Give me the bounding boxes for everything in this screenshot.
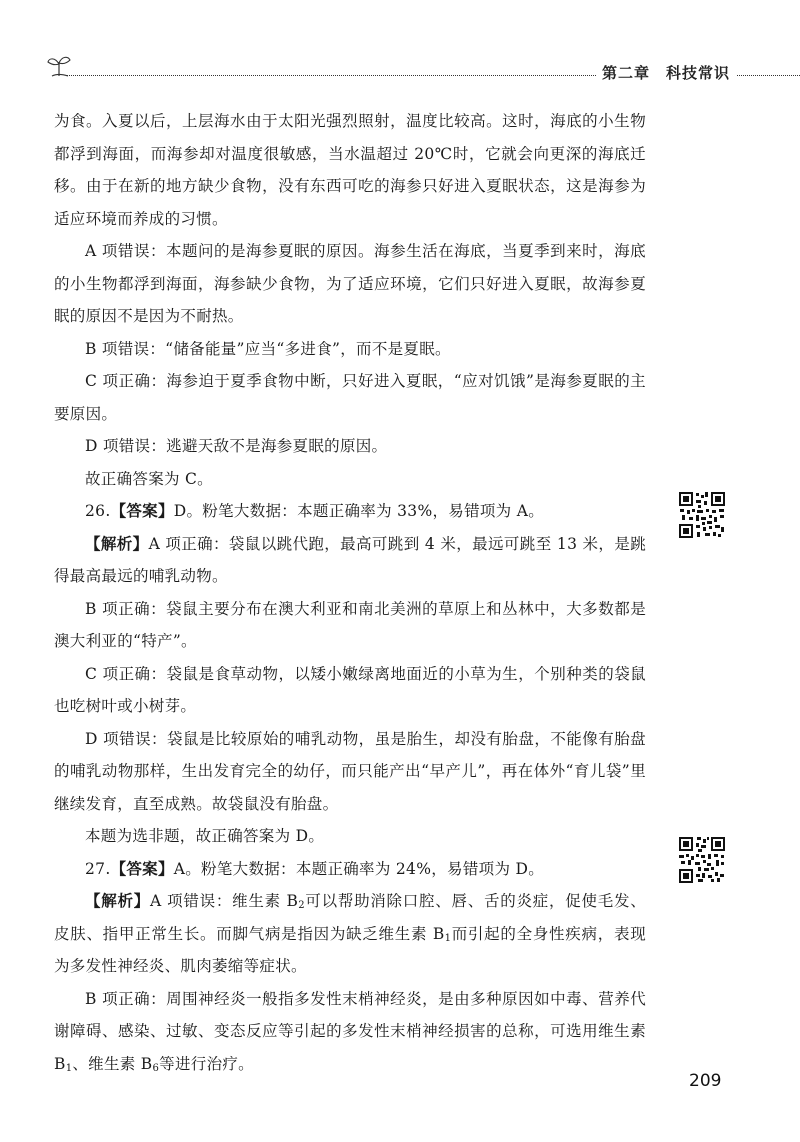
q27-b-sub-2: 6 bbox=[152, 1062, 160, 1074]
q27-answer-line bbox=[54, 853, 646, 886]
q26-answer: D。粉笔大数据：本题正确率为 33%，易错项为 A。 bbox=[173, 502, 544, 520]
page-body bbox=[54, 105, 646, 1080]
q26-analysis-text: A 项正确：袋鼠以跳代跑，最高可跳到 4 米，最远可跳至 13 米，是跳得最高最远的哺乳动物。 bbox=[54, 534, 647, 585]
q27-analysis bbox=[54, 885, 646, 983]
q27-b-sub-1: 1 bbox=[65, 1062, 73, 1074]
q26-analysis-tag: 【解析】 bbox=[85, 534, 149, 553]
header-rule bbox=[66, 75, 620, 76]
q27-analysis-tag: 【解析】 bbox=[85, 892, 150, 910]
header-rule-right bbox=[730, 75, 800, 76]
chapter-title: 第二章 科技常识 bbox=[596, 62, 736, 83]
q27-b-text-2: 、维生素 B bbox=[72, 1054, 153, 1073]
q27-a-sub-1: 2 bbox=[298, 900, 305, 911]
q27-option-b bbox=[54, 983, 646, 1081]
page-number: 209 bbox=[689, 1071, 722, 1091]
page-header bbox=[40, 52, 800, 88]
q27-a-text-1: A 项错误：维生素 B bbox=[149, 892, 299, 910]
paragraph-option-a: A 项错误：本题问的是海参夏眠的原因。海参生活在海底，当夏季到来时，海底的小生物都浮到海面，海参缺少食物，为了适应环境，它们只好进入夏眠，故海参夏眠的原因不是因为不耐热。 bbox=[54, 242, 646, 325]
q26-answer-tag: 【答案】 bbox=[110, 502, 174, 520]
q26-option-d: D 项错误：袋鼠是比较原始的哺乳动物，虽是胎生，却没有胎盘，不能像有胎盘的哺乳动物那样，生出发育完全的幼仔，而只能产出“早产儿”，再在体外“育儿袋”里继续发育，直至成熟。故袋鼠没有胎盘。 bbox=[54, 729, 646, 813]
q27-number: 27. bbox=[85, 859, 111, 878]
q26-number: 26. bbox=[85, 502, 111, 520]
q27-a-sub-2: 1 bbox=[444, 932, 452, 944]
qr-code-icon[interactable] bbox=[678, 491, 726, 539]
q27-answer-tag: 【答案】 bbox=[110, 859, 174, 878]
q26-answer-line bbox=[54, 495, 646, 528]
q26-analysis bbox=[54, 528, 646, 593]
q26-final-answer: 本题为选非题，故正确答案为 D。 bbox=[85, 827, 325, 845]
paragraph-continuation: 为食。入夏以后，上层海水由于太阳光强烈照射，温度比较高。这时，海底的小生物都浮到海面，而海参却对温度很敏感，当水温超过 20℃时，它就会向更深的海底迁移。由于在新的地方缺少食物，没有东西可吃的海参只好进入夏眠状态，这是海参为适应环境而养成的习惯。 bbox=[54, 112, 646, 228]
q27-b-text-1: B 项正确：周围神经炎一般指多发性末梢神经炎，是由多种原因如中毒、营养代谢障碍、感染、过敏、变态反应等引起的多发性末梢神经损害的总称，可选用维生素 B bbox=[54, 989, 646, 1073]
q27-a-text-2: 可以帮助消除口腔、唇、舌的炎症，促使毛发、皮肤、指甲正常生长。而脚气病是指因为缺乏维生素 B bbox=[54, 892, 646, 943]
q26-option-c: C 项正确：袋鼠是食草动物，以矮小嫩绿离地面近的小草为生，个别种类的袋鼠也吃树叶或小树芽。 bbox=[54, 664, 646, 715]
q27-b-text-3: 等进行治疗。 bbox=[159, 1054, 254, 1073]
qr-code-icon[interactable] bbox=[678, 836, 726, 884]
paragraph-option-b: B 项错误：“储备能量”应当“多进食”，而不是夏眠。 bbox=[85, 339, 451, 358]
paragraph-option-d: D 项错误：逃避天敌不是海参夏眠的原因。 bbox=[85, 437, 388, 455]
q27-a-text-3: 而引起的全身性疾病，表现为多发性神经炎、肌肉萎缩等症状。 bbox=[54, 924, 646, 975]
paragraph-final-answer: 故正确答案为 C。 bbox=[85, 469, 213, 488]
q27-answer: A。粉笔大数据：本题正确率为 24%，易错项为 D。 bbox=[173, 859, 544, 878]
q26-option-b: B 项正确：袋鼠主要分布在澳大利亚和南北美洲的草原上和丛林中，大多数都是澳大利亚的“特产”。 bbox=[54, 599, 646, 650]
paragraph-option-c: C 项正确：海参迫于夏季食物中断，只好进入夏眠，“应对饥饿”是海参夏眠的主要原因。 bbox=[54, 372, 646, 423]
